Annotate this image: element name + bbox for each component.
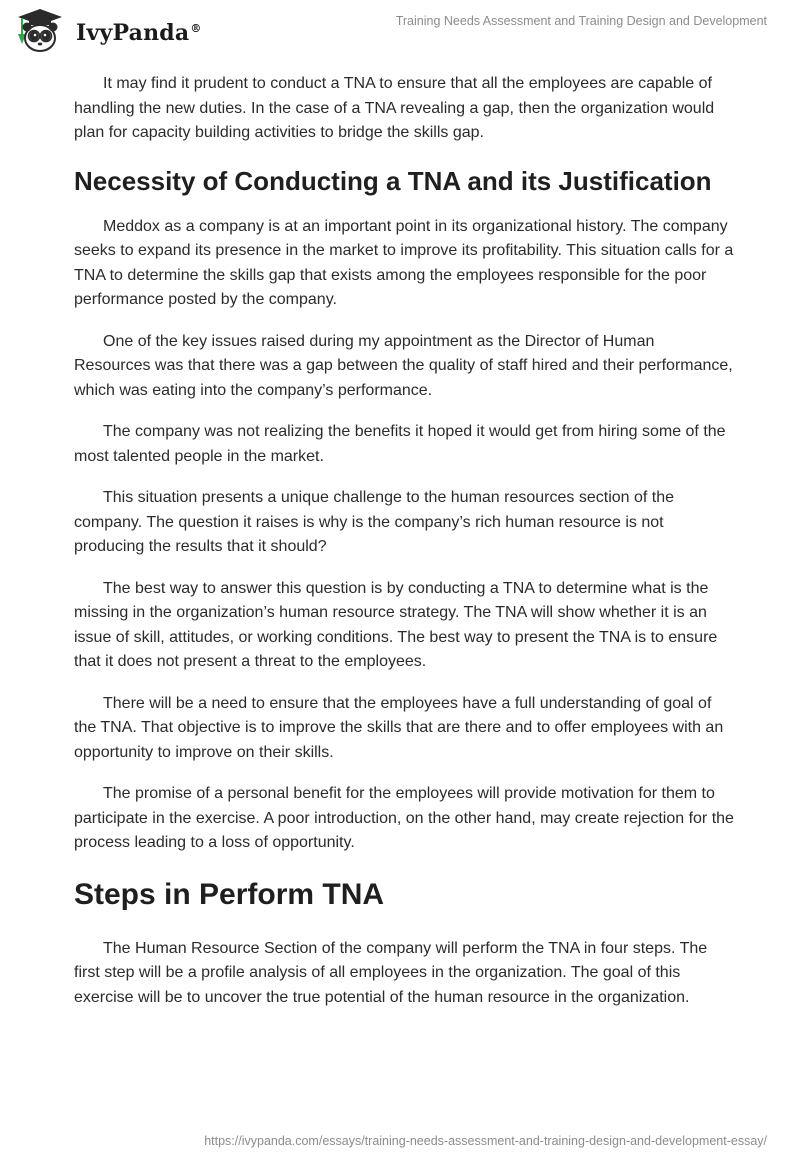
paragraph: One of the key issues raised during my appointment as the Director of Human Resources was that there was a gap between the quality of staff hired and their performance, which was eating into the company’s performance. xyxy=(74,332,733,399)
logo-text: IvyPanda® xyxy=(76,20,202,46)
section-heading-necessity: Necessity of Conducting a TNA and its Justification xyxy=(74,165,712,196)
page-header xyxy=(0,0,800,60)
paragraph: The company was not realizing the benefits it hoped it would get from hiring some of the most talented people in the market. xyxy=(74,423,726,465)
essay-content xyxy=(74,72,734,1027)
paragraph: Meddox as a company is at an important point in its organizational history. The company seeks to expand its presence in the market to improve its profitability. This situation calls for a TNA to determine the skills gap that exists among the employees responsible for the poor performance posted by the company. xyxy=(74,217,734,308)
section-heading-steps: Steps in Perform TNA xyxy=(74,877,385,911)
paragraph: The promise of a personal benefit for the employees will provide motivation for them to participate in the exercise. A poor introduction, on the other hand, may create rejection for the process leading to a loss of opportunity. xyxy=(74,785,734,851)
paragraph: The best way to answer this question is by conducting a TNA to determine what is the missing in the organization’s human resource strategy. The TNA will show whether it is an issue of skill, attitudes, or working conditions. The best way to present the TNA is to ensure that it does not present a threat to the employees. xyxy=(74,579,718,670)
intro-paragraph: It may find it prudent to conduct a TNA to ensure that all the employees are capable of handling the new duties. In the case of a TNA revealing a gap, then the organization would plan for capacity building activities to bridge the skills gap. xyxy=(74,75,715,141)
paragraph: This situation presents a unique challenge to the human resources section of the company. The question it raises is why is the company’s rich human resource is not producing the results that it should? xyxy=(74,489,675,555)
panda-graduate-icon xyxy=(14,8,66,54)
paragraph: The Human Resource Section of the company will perform the TNA in four steps. The first step will be a profile analysis of all employees in the organization. The goal of this exercise will be to uncover the true potential of the human resource in the organization. xyxy=(74,939,708,1006)
paragraph: There will be a need to ensure that the employees have a full understanding of goal of the TNA. That objective is to improve the skills that are there and to offer employees with an opportunity to improve on their skills. xyxy=(74,694,724,761)
source-url[interactable]: https://ivypanda.com/essays/training-needs-assessment-and-training-design-and-development-essay/ xyxy=(204,1134,767,1148)
ivypanda-logo[interactable] xyxy=(14,8,202,54)
document-title: Training Needs Assessment and Training Design and Development xyxy=(395,14,767,28)
